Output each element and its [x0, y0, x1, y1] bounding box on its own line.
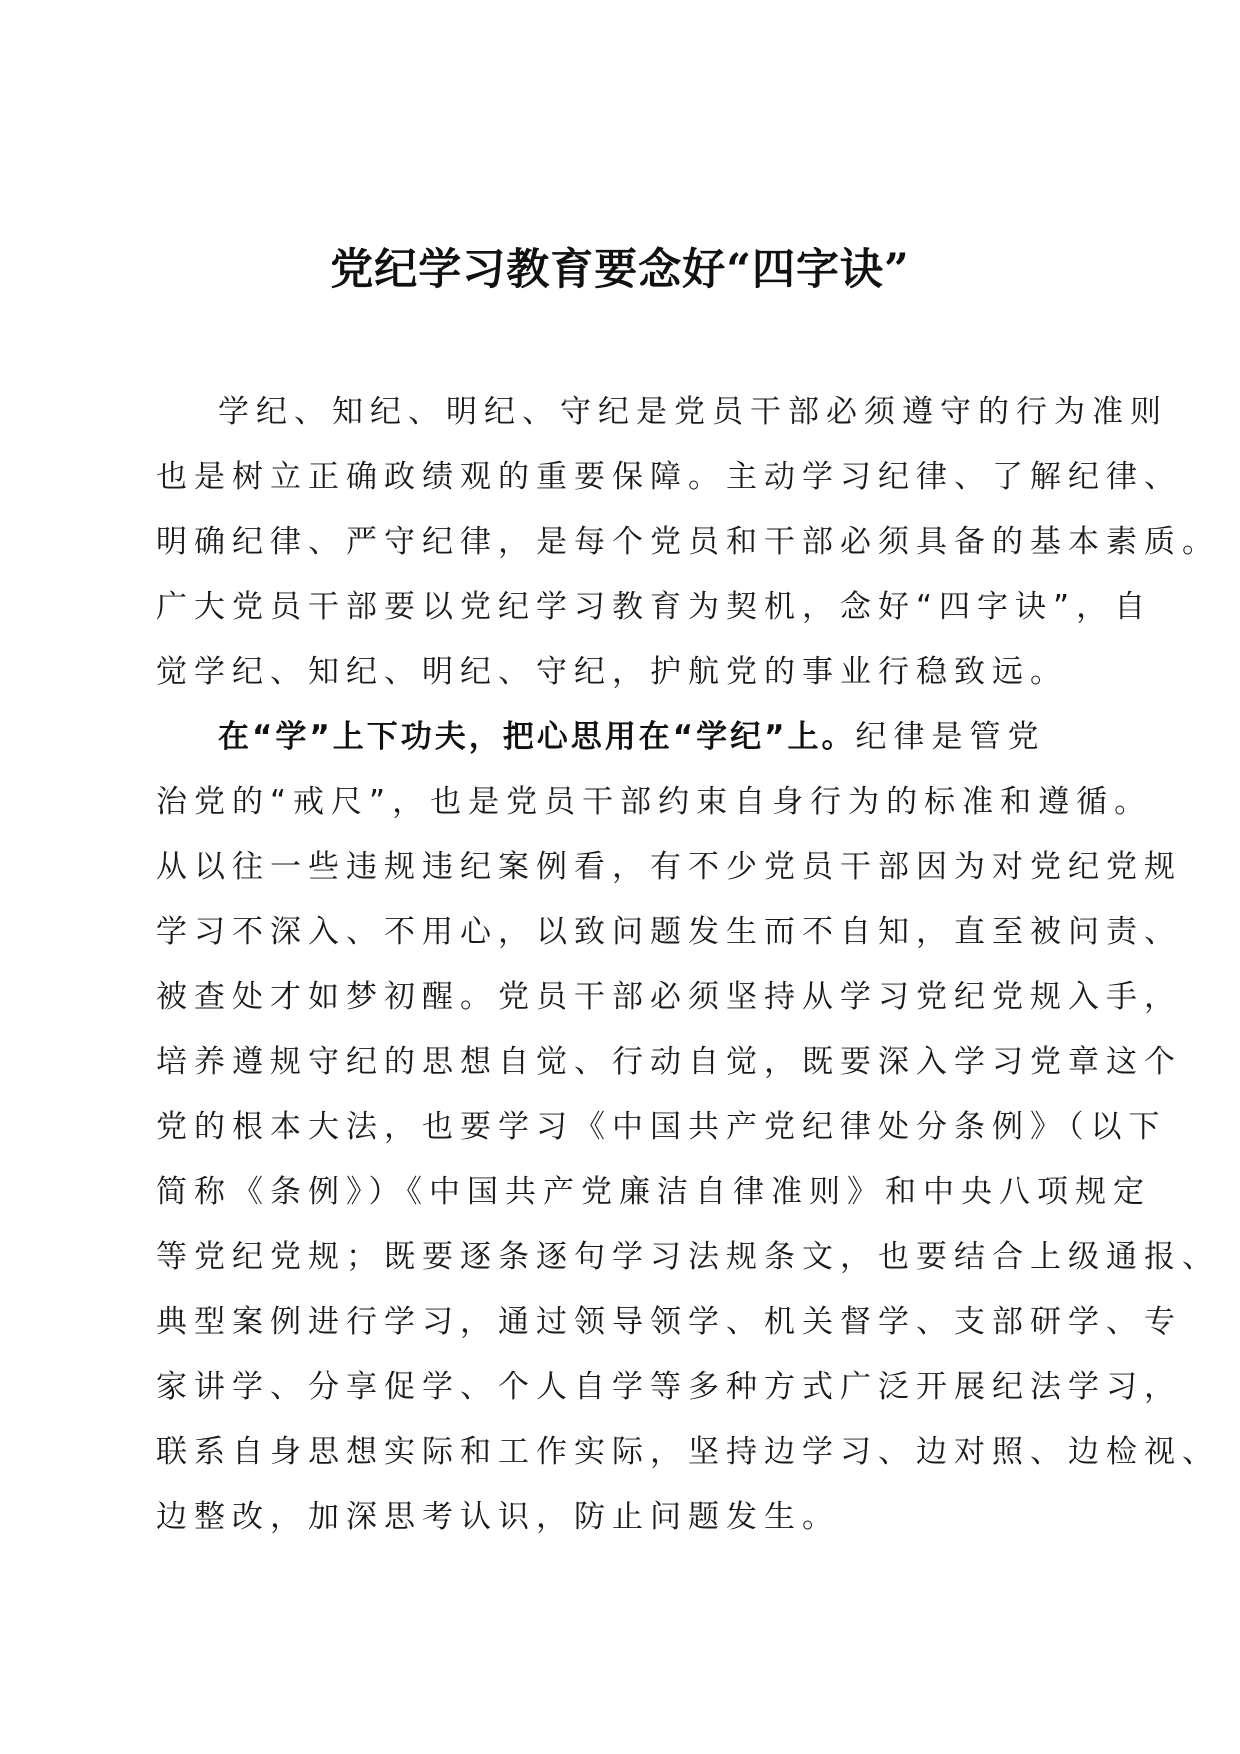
paragraph-line: 被查处才如梦初醒。党员干部必须坚持从学习党纪党规入手， [156, 979, 1182, 1015]
document-body [156, 380, 1220, 1550]
paragraph-line: 简称《条例》）《中国共产党廉洁自律准则》和中央八项规定 [156, 1174, 1151, 1210]
paragraph-line: 觉学纪、知纪、明纪、守纪，护航党的事业行稳致远。 [156, 654, 1068, 690]
paragraph-lead-rest: 纪律是管党 [855, 719, 1046, 755]
paragraph-line: 广大党员干部要以党纪学习教育为契机，念好“四字诀”，自 [156, 589, 1153, 625]
paragraph-line: 也是树立正确政绩观的重要保障。主动学习纪律、了解纪律、 [156, 459, 1182, 495]
document-title: 党纪学习教育要念好“四字诀” [330, 245, 910, 295]
paragraph-line: 党的根本大法，也要学习《中国共产党纪律处分条例》（以下 [156, 1109, 1167, 1145]
paragraph-line: 学纪、知纪、明纪、守纪是党员干部必须遵守的行为准则 [218, 394, 1168, 430]
paragraph-line: 培养遵规守纪的思想自觉、行动自觉，既要深入学习党章这个 [156, 1044, 1182, 1080]
paragraph-line: 联系自身思想实际和工作实际，坚持边学习、边对照、边检视、 [156, 1434, 1220, 1470]
paragraph-line: 学习不深入、不用心，以致问题发生而不自知，直至被问责、 [156, 914, 1182, 950]
paragraph-line: 边整改，加深思考认识，防止问题发生。 [156, 1499, 840, 1535]
paragraph-line: 典型案例进行学习，通过领导领学、机关督学、支部研学、专 [156, 1304, 1182, 1340]
paragraph-line: 等党纪党规；既要逐条逐句学习法规条文，也要结合上级通报、 [156, 1239, 1220, 1275]
paragraph-1 [156, 380, 1220, 705]
paragraph-line: 明确纪律、严守纪律，是每个党员和干部必须具备的基本素质。 [156, 524, 1220, 560]
paragraph-first-line [156, 705, 1096, 770]
paragraph-line: 家讲学、分享促学、个人自学等多种方式广泛开展纪法学习， [156, 1369, 1182, 1405]
paragraph-line: 治党的“戒尺”，也是党员干部约束自身行为的标准和遵循。 [156, 784, 1153, 820]
paragraph-line: 从以往一些违规违纪案例看，有不少党员干部因为对党纪党规 [156, 849, 1182, 885]
paragraph-2 [156, 705, 1220, 1550]
paragraph-lead-heading: 在“学”上下功夫，把心思用在“学纪”上。 [218, 719, 856, 755]
